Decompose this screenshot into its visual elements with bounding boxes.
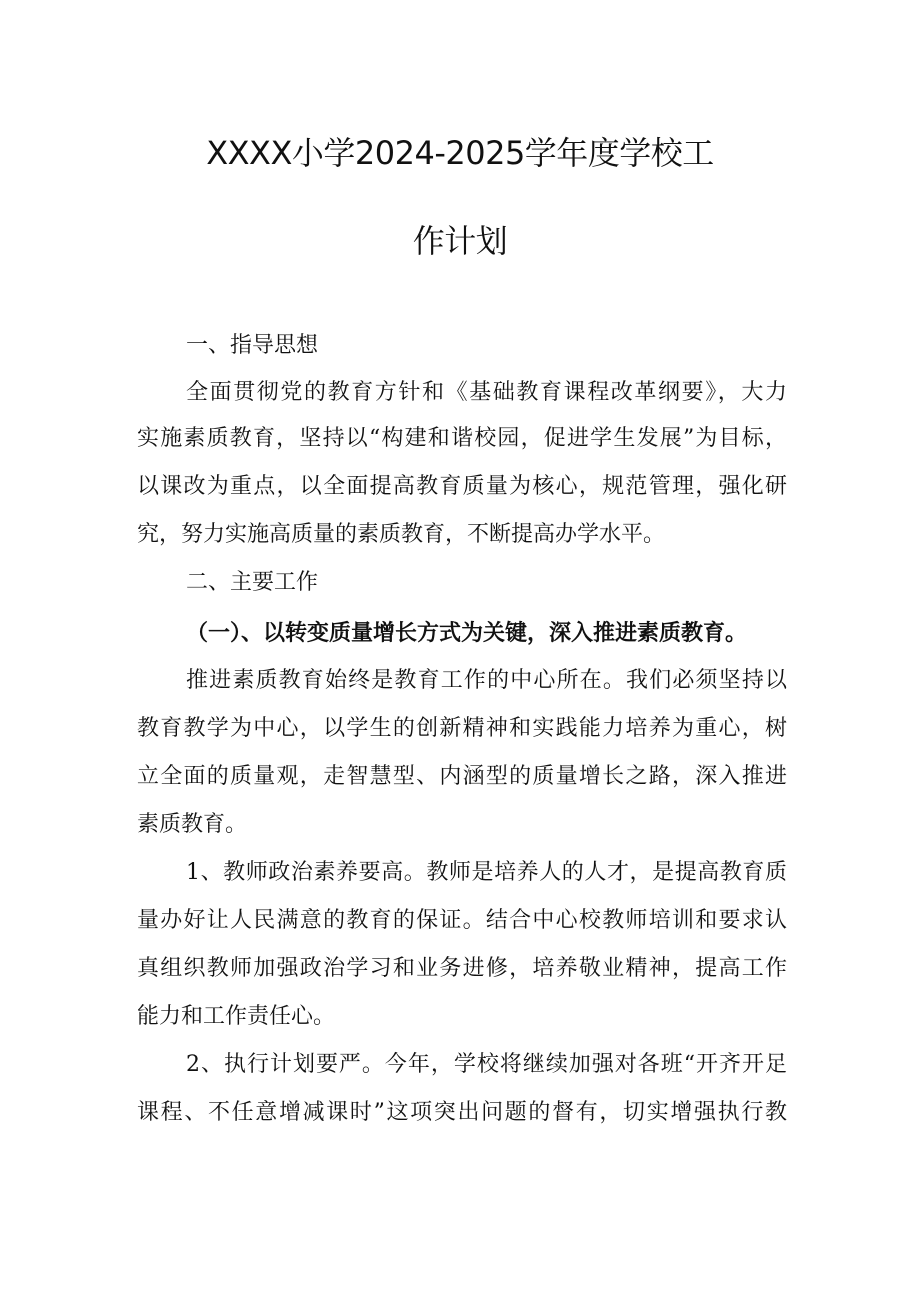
paragraph-line: 素质教育。 bbox=[137, 812, 248, 837]
paragraph-line: 量办好让人民满意的教育的保证。结合中心校教师培训和要求认 bbox=[137, 908, 787, 933]
document-title-line-2: 作计划 bbox=[412, 222, 508, 260]
paragraph-line: 1、教师政治素养要高。教师是培养人的人才，是提高教育质 bbox=[186, 860, 787, 885]
paragraph-line: 以课改为重点，以全面提高教育质量为核心，规范管理，强化研 bbox=[137, 474, 787, 499]
paragraph-line: 2、执行计划要严。今年，学校将继续加强对各班“开齐开足 bbox=[186, 1052, 787, 1077]
paragraph-line: 实施素质教育，坚持以“构建和谐校园，促进学生发展”为目标， bbox=[137, 426, 787, 451]
paragraph-line: 能力和工作责任心。 bbox=[137, 1004, 336, 1029]
paragraph-line: 教育教学为中心，以学生的创新精神和实践能力培养为重心，树 bbox=[137, 716, 787, 741]
section-heading-guiding-ideology: 一、指导思想 bbox=[186, 333, 319, 358]
paragraph-line: 全面贯彻党的教育方针和《基础教育课程改革纲要》，大力 bbox=[186, 380, 787, 405]
subsection-heading-quality: （一）、以转变质量增长方式为关键，深入推进素质教育。 bbox=[186, 620, 748, 646]
section-heading-main-work: 二、主要工作 bbox=[186, 570, 319, 595]
paragraph-line: 课程、不任意增减课时”这项突出问题的督有，切实增强执行教 bbox=[137, 1100, 787, 1125]
paragraph-line: 究，努力实施高质量的素质教育，不断提高办学水平。 bbox=[137, 522, 666, 547]
paragraph-line: 真组织教师加强政治学习和业务进修，培养敬业精神，提高工作 bbox=[137, 956, 787, 981]
document-title-line-1: XXXX小学2024-2025学年度学校工 bbox=[206, 134, 714, 172]
paragraph-line: 推进素质教育始终是教育工作的中心所在。我们必须坚持以 bbox=[186, 668, 787, 693]
paragraph-line: 立全面的质量观，走智慧型、内涵型的质量增长之路，深入推进 bbox=[137, 764, 787, 789]
